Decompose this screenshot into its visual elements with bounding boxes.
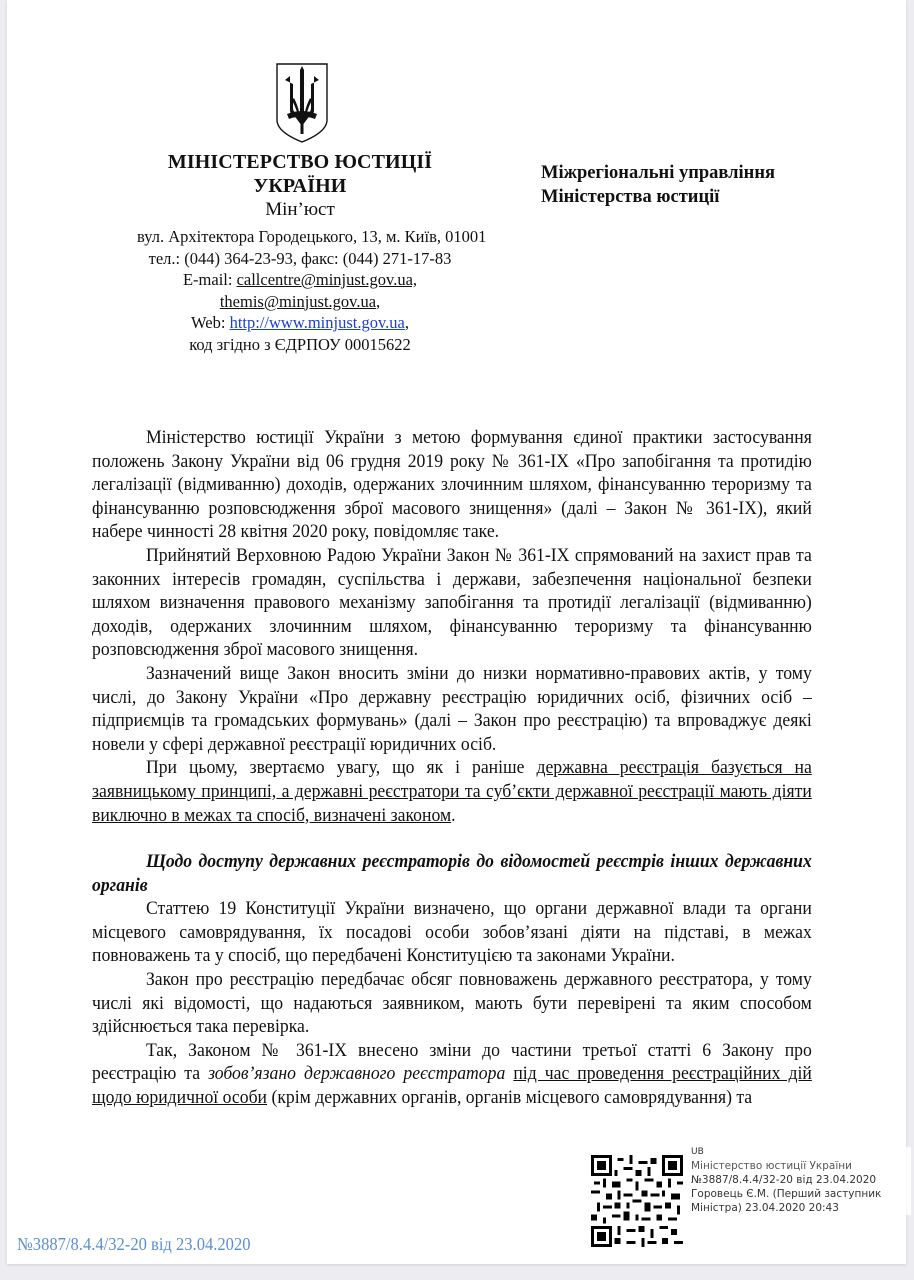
p4-prefix: При цьому, звертаємо увагу, що як і раніше: [145, 757, 537, 779]
stamp-registration: №3887/8.4.4/32-20 від 23.04.2020: [691, 1174, 877, 1186]
stamp-signer-date: Міністра) 23.04.2020 20:43: [691, 1202, 839, 1214]
stamp-signer: Горовець Є.М. (Перший заступник: [691, 1188, 882, 1200]
org-short-name: Мін’юст: [265, 199, 335, 220]
trident-coat-of-arms-icon: [275, 62, 329, 144]
p7-part-b: [505, 1063, 513, 1084]
email-line-2: [137, 291, 463, 313]
section-heading: Щодо доступу державних реєстраторів до відомостей реєстрів інших державних органів: [92, 851, 812, 896]
email-link-themis[interactable]: themis@minjust.gov.ua: [219, 291, 377, 311]
edrpou-code: код згідно з ЄДРПОУ 00015622: [189, 334, 411, 354]
email-line: [137, 269, 463, 291]
paragraph-1: Міністерство юстиції України з метою формування єдиної практики застосування положень Закону України від 06 грудня 2019 року № 361-IX «Про запобігання та протидію легалізації (відмиванню) доходів, одержаних злочинним шляхом, фінансуванню тероризму та фінансуванню розповсюдження зброї масового знищення» (далі – Закон № 361-IX), який набере чинності 28 квітня 2020 року, повідомляє таке.: [92, 427, 812, 543]
web-label: Web:: [191, 313, 230, 332]
paragraph-7: [92, 1039, 812, 1110]
recipient-block: [541, 161, 775, 209]
recipient-line1: Міжрегіональні управління: [541, 163, 776, 183]
digital-signature-stamp: [691, 1147, 911, 1215]
paragraph-6: Закон про реєстрацію передбачає обсяг повноважень державного реєстратора, у тому числі які відомості, що надаються заявником, мають бути перевірені та яким способом здійснюється така перевірка.: [92, 969, 812, 1038]
address: вул. Архітектора Городецького, 13, м. Київ, 01001: [137, 227, 487, 246]
paragraph-4: [92, 756, 812, 827]
paragraph-3: Зазначений вище Закон вносить зміни до низки нормативно-правових актів, у тому числі, до Закону України «Про державну реєстрацію юридичних осіб, фізичних осіб – підприємців та громадських формувань» (далі – Закон про реєстрацію) та впроваджує деякі новели у сфері державної реєстрації юридичних осіб.: [92, 662, 812, 755]
stamp-org: Міністерство юстиції України: [691, 1160, 852, 1172]
org-title-line1: МІНІСТЕРСТВО ЮСТИЦІЇ: [167, 151, 433, 173]
recipient-line2: Міністерства юстиції: [541, 187, 720, 207]
p4-suffix: .: [451, 804, 456, 826]
letter-body: [92, 426, 812, 1110]
paragraph-5: Статтею 19 Конституції України визначено, що органи державної влади та органи місцевого самоврядування, їх посадові особи зобов’язані діяти на підставі, в межах повноважень та у спосіб, що передбачені Конституцією та законами України.: [92, 898, 812, 967]
ub-mark: UB: [691, 1147, 704, 1157]
phone-fax: тел.: (044) 364-23-93, факс: (044) 271-17-83: [148, 248, 452, 268]
web-link[interactable]: http://www.minjust.gov.ua: [229, 313, 405, 332]
p7-part-c: (крім державних органів, органів місцевого самоврядування) та: [267, 1087, 753, 1109]
spacer: [92, 827, 812, 850]
email2-suffix: ,: [376, 291, 381, 311]
qr-code-icon: [590, 1155, 684, 1247]
org-title-line2: УКРАЇНИ: [253, 175, 347, 197]
registration-number: №3887/8.4.4/32-20 від 23.04.2020: [17, 1234, 251, 1254]
p7-underlined: під час проведення реєстраційних дій щодо юридичної особи: [92, 1063, 812, 1109]
p4-underlined: державна реєстрація базується на заявницькому принципі, а державні реєстратори та суб’єкти державної реєстрації мають діяти виключно в межах та спосіб, визначені законом: [92, 757, 812, 826]
email-label: E-mail:: [182, 270, 237, 289]
paragraph-2: Прийнятий Верховною Радою України Закон № 361-IX спрямований на захист прав та законних інтересів громадян, суспільства і держави, забезпечення національної безпеки шляхом визначення правового механізму запобігання та протидії легалізації (відмиванню) доходів, одержаних злочинним шляхом, фінансуванню тероризму та фінансуванню розповсюдження зброї масового знищення.: [92, 544, 812, 661]
email-link-callcentre[interactable]: callcentre@minjust.gov.ua,: [236, 270, 418, 289]
document-page: [7, 0, 906, 1264]
web-line: [137, 312, 463, 334]
ministry-header: [137, 150, 487, 355]
p7-italic: зобов’язано державного реєстратора: [208, 1063, 506, 1085]
p7-part-a: Так, Законом № 361-IX внесено зміни до частини третьої статті 6 Закону про реєстрацію та: [92, 1039, 812, 1085]
web-suffix: ,: [404, 313, 409, 332]
